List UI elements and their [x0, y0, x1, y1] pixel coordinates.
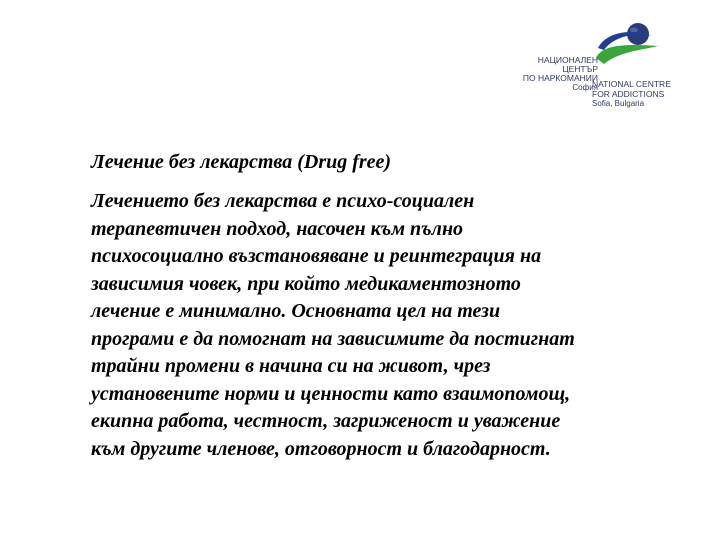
body-line: зависимия човек, при който медикаментозното	[91, 272, 521, 295]
body-line: терапевтичен подход, насочен към пълно	[91, 217, 464, 240]
body-line: трайни промени в начина си на живот, чрез	[91, 355, 491, 377]
logo-bg-line: ПО НАРКОМАНИИ	[522, 73, 598, 83]
logo-name-english	[592, 80, 671, 109]
body-line: психосоциално възстановяване и реинтеграция на	[91, 245, 542, 267]
slide-heading: Лечение без лекарства (Drug free)	[91, 151, 392, 173]
slide-body-text	[91, 188, 691, 463]
logo-name-bulgarian	[506, 56, 598, 92]
body-line: Лечението без лекарства е психо-социален	[91, 190, 475, 212]
logo-bg-line: НАЦИОНАЛЕН ЦЕНТЪР	[537, 55, 598, 74]
logo-bg-city: София	[572, 83, 598, 92]
body-line: установените норми и ценности като взаимопомощ,	[91, 382, 571, 405]
body-line: към другите членове, отговорност и благодарност.	[91, 437, 551, 460]
body-line: програми е да помогнат на зависимите да постигнат	[91, 327, 575, 350]
logo-en-city: Sofia, Bulgaria	[592, 99, 645, 108]
body-line: лечение е минимално. Основната цел на тези	[91, 300, 501, 322]
logo-globe-icon	[592, 18, 662, 74]
logo-en-line: NATIONAL CENTRE	[592, 79, 671, 89]
body-line: екипна работа, честност, загриженост и уважение	[91, 410, 561, 432]
logo-en-line: FOR ADDICTIONS	[592, 88, 665, 99]
organization-logo	[500, 18, 700, 118]
